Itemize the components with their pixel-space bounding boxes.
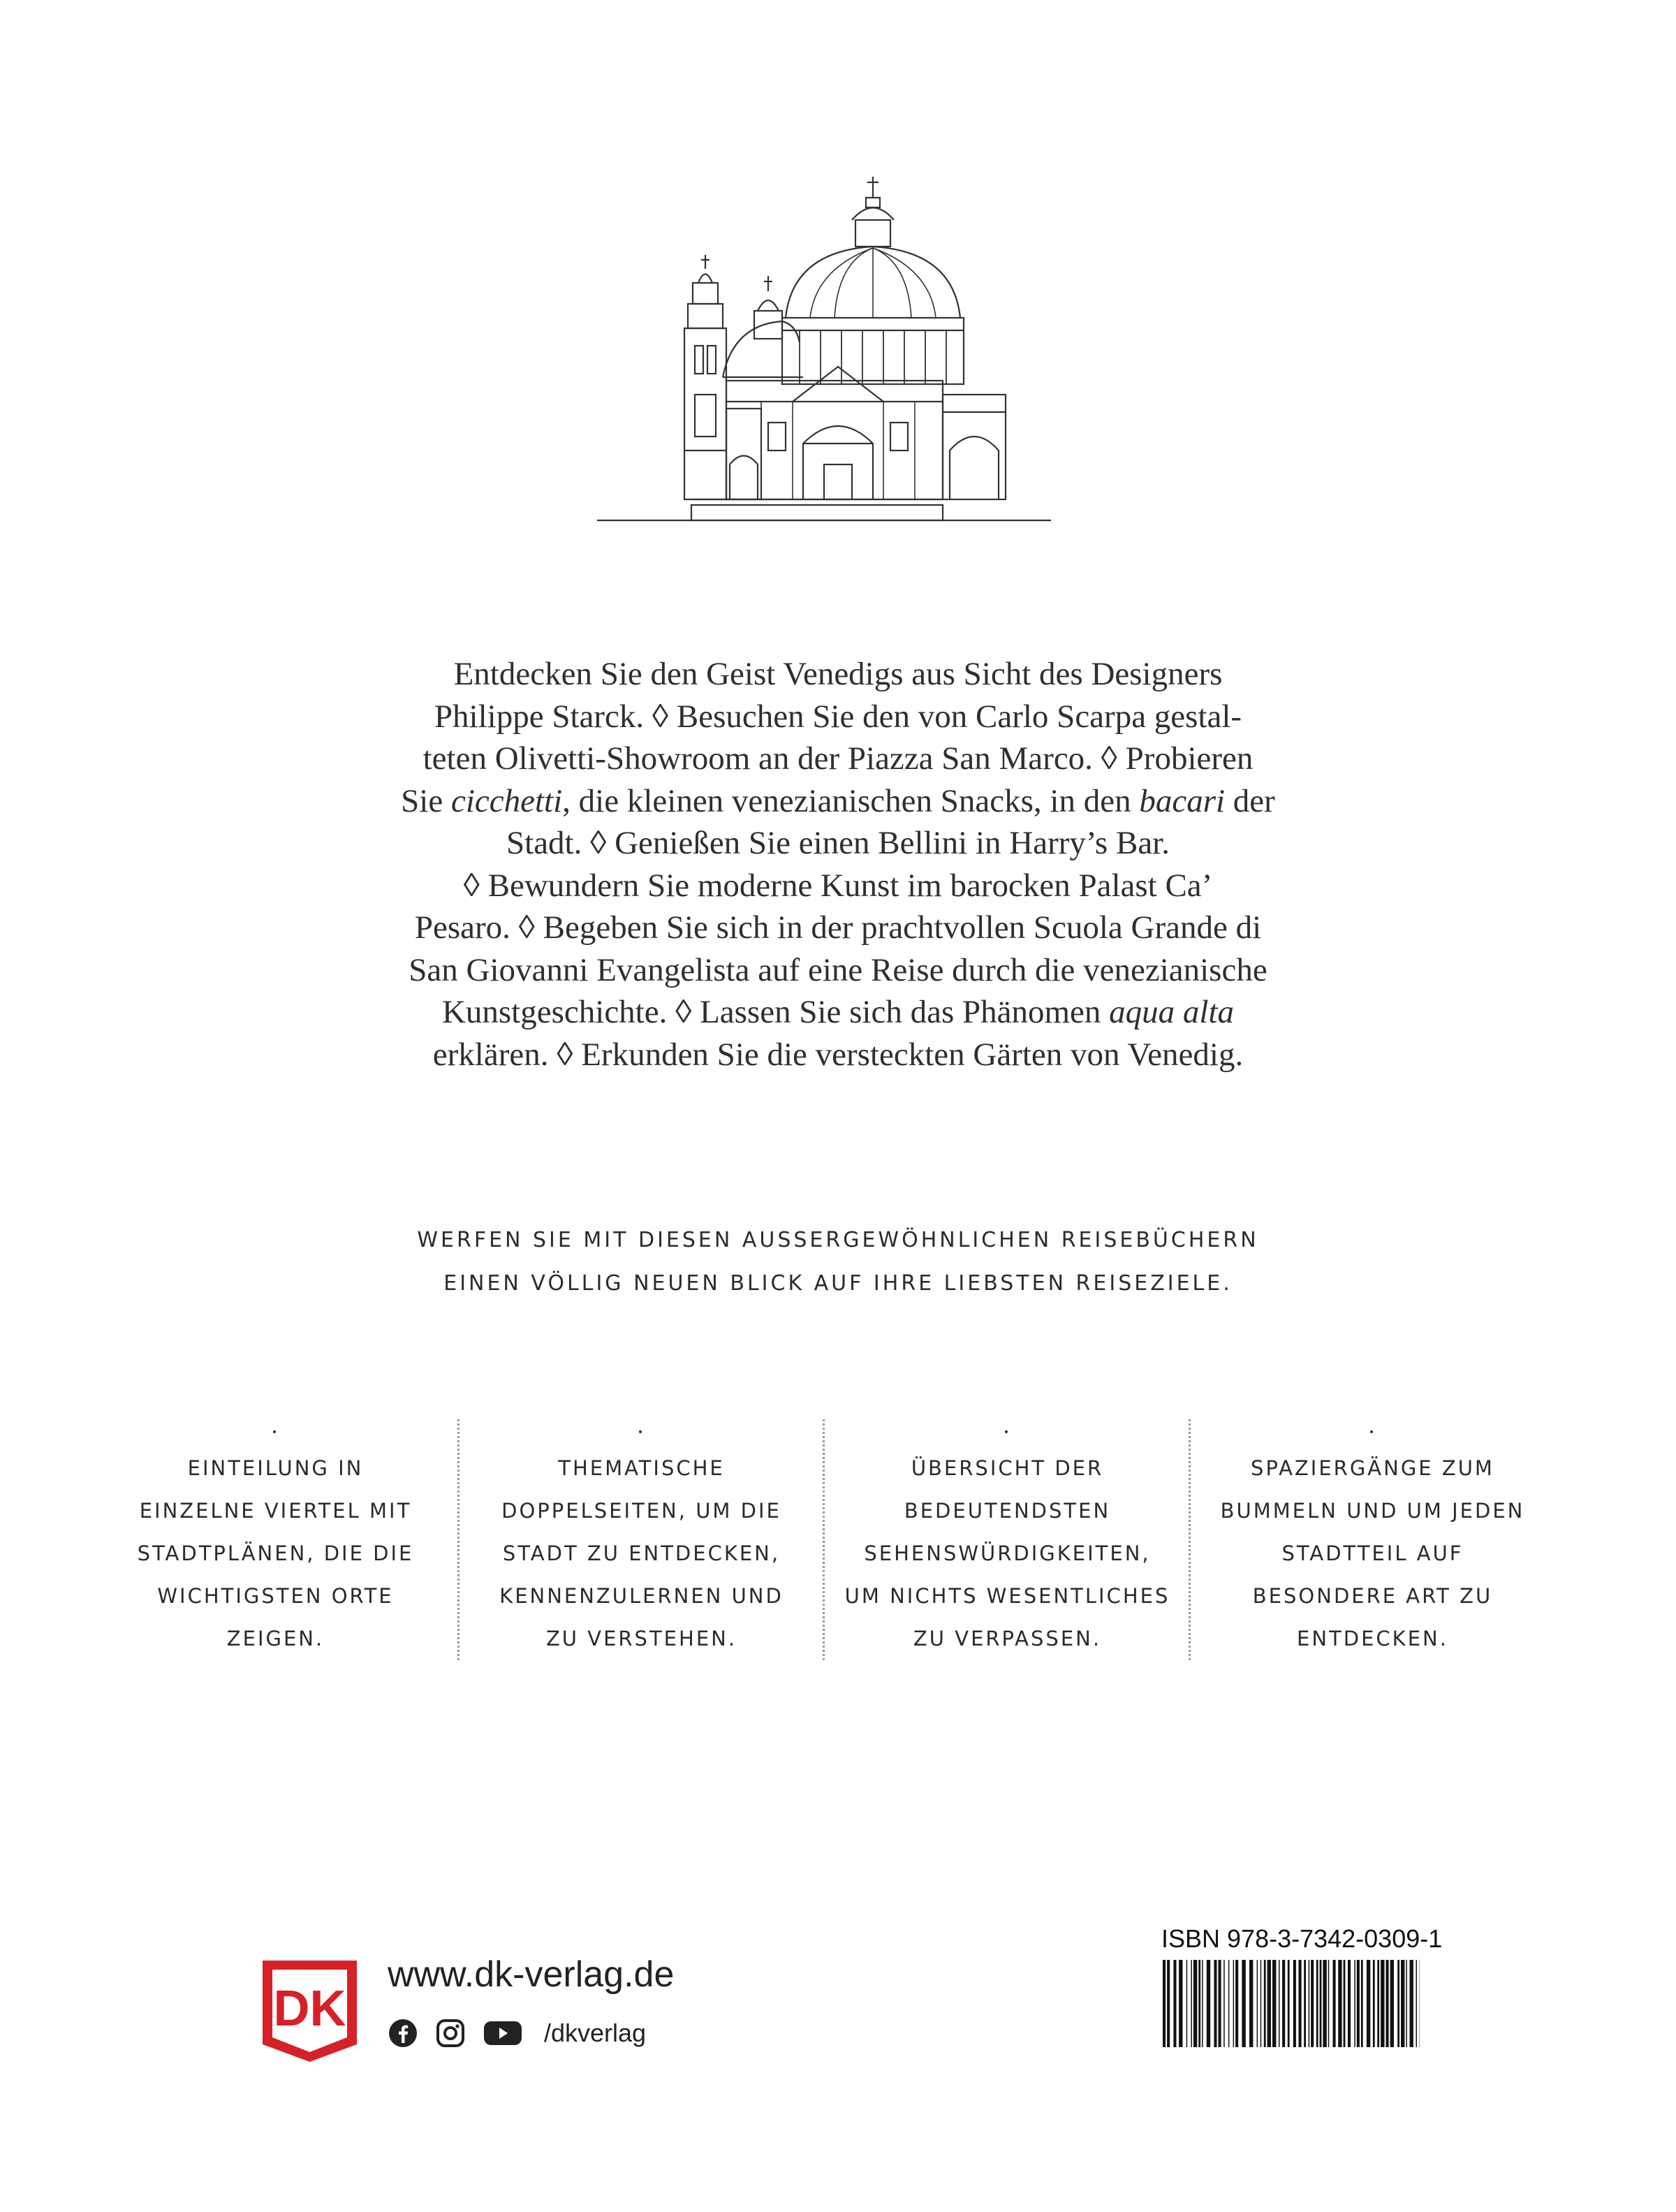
italic-term: cicchetti [450,782,563,819]
barcode-bar [1179,1960,1182,2047]
barcode-bar [1242,1960,1245,2047]
description-line [335,738,1341,780]
barcode-bar [1323,1960,1326,2047]
barcode-bar [1381,1960,1384,2047]
feature-line: BUMMELN UND UM JEDEN [1220,1499,1525,1523]
feature-line: DOPPELSEITEN, UM DIE [501,1499,781,1523]
description-text [335,653,1341,1076]
instagram-icon[interactable] [435,2018,466,2049]
barcode-bar [1264,1960,1266,2047]
barcode-bar [1401,1960,1404,2047]
barcode-bar [1410,1960,1413,2047]
barcode-bar [1260,1960,1262,2047]
barcode-bar [1257,1960,1258,2047]
description-run: Entdecken Sie den Geist Venedigs aus Sicht des Designers [453,656,1223,692]
description-line [335,949,1341,992]
church-illustration [594,171,1054,534]
feature-line: ENTDECKEN. [1297,1627,1448,1650]
barcode-bar [1386,1960,1389,2047]
barcode-bar [1167,1960,1170,2047]
description-run: teten Olivetti-Showroom an der Piazza San Marco. ◊ Probieren [422,740,1254,777]
feature-line: ZU VERPASSEN. [913,1627,1102,1650]
barcode-bar [1279,1960,1280,2047]
barcode-bar [1316,1960,1318,2047]
barcode-bar [1311,1960,1314,2047]
feature-1 [92,1418,459,1659]
feature-line: ÜBERSICHT DER [911,1456,1104,1480]
barcode-bar [1186,1960,1188,2047]
social-links [388,2016,646,2050]
barcode-bar [1233,1960,1235,2047]
description-run: erklären. ◊ Erkunden Sie die versteckten Gärten von Venedig. [432,1036,1244,1073]
feature-line: KENNENZULERNEN UND [499,1584,784,1608]
description-line [335,696,1341,738]
feature-2 [458,1418,825,1659]
barcode-bar [1338,1960,1341,2047]
feature-line: ZEIGEN. [226,1627,325,1650]
barcode-bar [1397,1960,1399,2047]
description-run: Pesaro. ◊ Begeben Sie sich in der prachtvollen Scuola Grande di [414,909,1262,946]
feature-line: WICHTIGSTEN ORTE [157,1584,394,1608]
barcode-bar [1228,1960,1230,2047]
barcode-bar [1367,1960,1370,2047]
description-run: Philippe Starck. ◊ Besuchen Sie den von Carlo Scarpa gestal- [434,698,1242,735]
feature-line: STADTPLÄNEN, DIE DIE [137,1541,414,1565]
feature-line: STADTTEIL AUF [1281,1541,1464,1565]
isbn-number: ISBN 978-3-7342-0309-1 [1161,1924,1443,1953]
barcode-bar [1214,1960,1216,2047]
description-line [335,822,1341,865]
barcode-bar [1235,1960,1238,2047]
italic-term: bacari [1139,782,1226,819]
barcode-bar [1173,1960,1176,2047]
feature-bullet: • [637,1427,646,1438]
feature-line: EINZELNE VIERTEL MIT [139,1499,412,1523]
italic-term: aqua alta [1109,994,1235,1030]
barcode-bar [1304,1960,1306,2047]
feature-4 [1189,1418,1556,1659]
youtube-icon[interactable] [483,2018,523,2049]
description-run: Sie [401,782,451,819]
description-line [335,907,1341,949]
barcode-bar [1207,1960,1210,2047]
tagline-line-2: EINEN VÖLLIG NEUEN BLICK AUF IHRE LIEBSTEN REISEZIELE. [443,1271,1233,1296]
feature-line: BESONDERE ART ZU [1252,1584,1493,1608]
barcode-bar [1267,1960,1271,2047]
feature-line: EINTEILUNG IN [187,1456,364,1480]
barcode-bar [1293,1960,1296,2047]
barcode-bar [1333,1960,1336,2047]
tagline-line-1: WERFEN SIE MIT DIESEN AUSSERGEWÖHNLICHEN REISEBÜCHERN [417,1228,1259,1252]
barcode-bar [1288,1960,1290,2047]
barcode-bar [1357,1960,1360,2047]
description-run: , die kleinen venezianischen Snacks, in den [562,782,1140,819]
feature-bullet: • [1003,1427,1012,1438]
description-line [335,991,1341,1034]
barcode-bar [1282,1960,1285,2047]
tagline [210,1219,1466,1305]
description-line [335,865,1341,907]
description-run: der [1225,782,1275,819]
description-line [335,653,1341,696]
barcode-bar [1299,1960,1302,2047]
feature-3 [824,1418,1191,1659]
social-handle[interactable]: /dkverlag [544,2019,647,2047]
description-run: Stadt. ◊ Genießen Sie einen Bellini in Harry’s Bar. [506,825,1170,861]
facebook-icon[interactable] [388,2018,418,2049]
description-run: San Giovanni Evangelista auf eine Reise durch die venezianische [409,951,1267,988]
dk-logo-text: DK [273,1981,346,2037]
feature-line: BEDEUTENDSTEN [904,1499,1111,1523]
barcode-bar [1328,1960,1330,2047]
description-line [335,780,1341,823]
barcode-bar [1309,1960,1310,2047]
barcode-bar [1163,1960,1166,2047]
barcode-bar [1377,1960,1379,2047]
feature-line: SPAZIERGÄNGE ZUM [1251,1456,1494,1480]
barcode-bar [1354,1960,1355,2047]
description-run: ◊ Bewundern Sie moderne Kunst im barocken Palast Ca’ [463,867,1213,904]
barcode-bar [1198,1960,1200,2047]
barcode-bar [1406,1960,1407,2047]
barcode [1163,1960,1421,2047]
barcode-bar [1361,1960,1363,2047]
barcode-bar [1219,1960,1221,2047]
barcode-bar [1193,1960,1197,2047]
barcode-bar [1272,1960,1276,2047]
barcode-bar [1191,1960,1192,2047]
feature-line: THEMATISCHE [558,1456,725,1480]
barcode-bar [1344,1960,1346,2047]
barcode-bar [1320,1960,1322,2047]
description-run: Kunstgeschichte. ◊ Lassen Sie sich das Phänomen [441,994,1110,1030]
barcode-bar [1249,1960,1253,2047]
barcode-bar [1390,1960,1394,2047]
barcode-bar [1416,1960,1418,2047]
feature-line: ZU VERSTEHEN. [545,1627,737,1650]
barcode-bar [1223,1960,1225,2047]
barcode-bar [1373,1960,1375,2047]
feature-bullet: • [271,1427,280,1438]
feature-bullet: • [1368,1427,1377,1438]
website-link[interactable]: www.dk-verlag.de [388,1954,675,1995]
feature-line: SEHENSWÜRDIGKEITEN, [864,1541,1151,1565]
barcode-bar [1202,1960,1203,2047]
description-line [335,1034,1341,1076]
barcode-bar [1348,1960,1351,2047]
feature-line: STADT ZU ENTDECKEN, [502,1541,781,1565]
feature-line: UM NICHTS WESENTLICHES [844,1584,1170,1608]
dk-logo[interactable] [256,1957,364,2065]
